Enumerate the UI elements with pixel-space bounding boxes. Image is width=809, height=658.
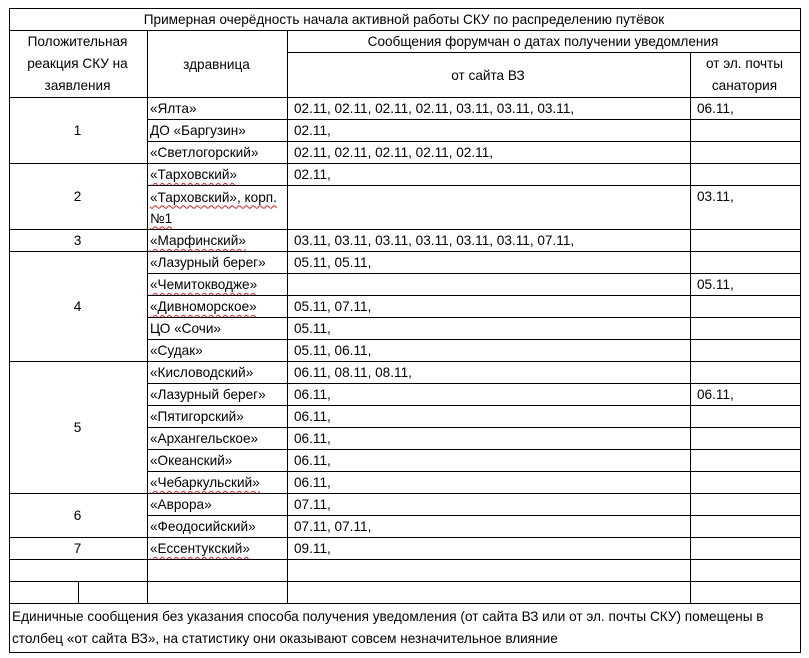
site-dates-cell: 02.11, 02.11, 02.11, 02.11, 02.11, (288, 142, 691, 164)
email-dates-cell (691, 120, 801, 142)
email-dates-cell (691, 472, 801, 494)
email-dates-cell (691, 450, 801, 472)
table-row (10, 362, 801, 384)
resort-name: «Феодосийский» (150, 519, 256, 534)
resort-name: «Дивноморское» (150, 299, 257, 314)
resort-cell (148, 296, 288, 318)
table-row (10, 252, 801, 274)
site-dates-cell: 05.11, (288, 318, 691, 340)
rank-cell: 7 (10, 538, 148, 560)
email-dates-cell (691, 318, 801, 340)
email-dates-cell: 03.11, (691, 186, 801, 230)
empty-cell (148, 582, 288, 604)
resort-schedule-table (9, 8, 801, 653)
site-dates-cell: 06.11, (288, 384, 691, 406)
email-dates-cell (691, 362, 801, 384)
email-dates-cell (691, 164, 801, 186)
resort-cell (148, 98, 288, 120)
resort-cell (148, 494, 288, 516)
resort-cell (148, 538, 288, 560)
site-dates-cell: 07.11, (288, 494, 691, 516)
email-dates-cell (691, 252, 801, 274)
site-dates-cell: 06.11, 08.11, 08.11, (288, 362, 691, 384)
title-row (10, 9, 801, 31)
email-dates-cell: 06.11, (691, 384, 801, 406)
table-title: Примерная очерёдность начала активной работы СКУ по распределению путёвок (10, 9, 801, 31)
table-row (10, 538, 801, 560)
email-dates-cell: 05.11, (691, 274, 801, 296)
empty-cell (288, 582, 691, 604)
resort-cell (148, 164, 288, 186)
resort-cell (148, 186, 288, 230)
header-from-email: от эл. почты санатория (691, 53, 801, 98)
resort-name: «Светлогорский» (150, 145, 259, 160)
resort-cell (148, 142, 288, 164)
rank-cell: 2 (10, 164, 148, 230)
footnote-row (10, 604, 801, 653)
email-dates-cell (691, 230, 801, 252)
resort-cell (148, 428, 288, 450)
table-row (10, 494, 801, 516)
email-dates-cell (691, 516, 801, 538)
rank-cell: 5 (10, 362, 148, 494)
resort-cell (148, 406, 288, 428)
site-dates-cell: 02.11, 02.11, 02.11, 02.11, 03.11, 03.11, 03.11, (288, 98, 691, 120)
resort-name: «Ялта» (150, 101, 197, 116)
resort-name: «Архангельское» (150, 431, 259, 446)
resort-cell (148, 318, 288, 340)
rank-cell: 6 (10, 494, 148, 538)
resort-cell (148, 450, 288, 472)
resort-cell (148, 472, 288, 494)
resort-cell (148, 340, 288, 362)
site-dates-cell (288, 274, 691, 296)
resort-name: «Пятигорский» (150, 409, 244, 424)
resort-name: «Чемитокводже» (150, 277, 258, 292)
empty-row (10, 560, 801, 582)
site-dates-cell: 05.11, 06.11, (288, 340, 691, 362)
resort-name: «Судак» (150, 343, 203, 358)
site-dates-cell: 05.11, 05.11, (288, 252, 691, 274)
empty-cell (148, 560, 288, 582)
resort-cell (148, 362, 288, 384)
site-dates-cell: 06.11, (288, 472, 691, 494)
site-dates-cell (288, 186, 691, 230)
email-dates-cell: 06.11, (691, 98, 801, 120)
resort-cell (148, 274, 288, 296)
site-dates-cell: 06.11, (288, 428, 691, 450)
resort-name: ДО «Баргузин» (150, 123, 246, 138)
resort-name: «Ессентукский» (150, 541, 250, 556)
empty-row (10, 582, 801, 604)
empty-cell (691, 560, 801, 582)
header-from-site: от сайта ВЗ (288, 53, 691, 98)
site-dates-cell: 05.11, 07.11, (288, 296, 691, 318)
resort-cell (148, 120, 288, 142)
footnote: Единичные сообщения без указания способа получения уведомления (от сайта ВЗ или от эл. почты СКУ) помещены в столбец «от сайта ВЗ», на статистику они оказывают совсем незначительное влияние (10, 604, 801, 653)
header-row (10, 31, 801, 53)
email-dates-cell (691, 406, 801, 428)
site-dates-cell: 06.11, (288, 450, 691, 472)
email-dates-cell (691, 494, 801, 516)
resort-cell (148, 384, 288, 406)
resort-name: «Марфинский» (150, 233, 246, 248)
email-dates-cell (691, 428, 801, 450)
resort-cell (148, 230, 288, 252)
email-dates-cell (691, 142, 801, 164)
rank-cell: 3 (10, 230, 148, 252)
resort-name: «Лазурный берег» (150, 387, 266, 402)
resort-name: «Океанский» (150, 453, 233, 468)
empty-cell (10, 582, 79, 604)
resort-name: «Тарховский», корп. №1 (150, 189, 277, 226)
empty-cell (79, 582, 148, 604)
rank-cell: 1 (10, 98, 148, 164)
table-row (10, 230, 801, 252)
resort-name: «Тарховский» (150, 167, 237, 182)
site-dates-cell: 06.11, (288, 406, 691, 428)
header-resort: здравница (148, 31, 288, 98)
resort-name: ЦО «Сочи» (150, 321, 221, 336)
header-messages: Сообщения форумчан о датах получении уведомления (288, 31, 801, 53)
table-row (10, 164, 801, 186)
table-row (10, 98, 801, 120)
resort-name: «Чебаркульский» (150, 475, 260, 490)
email-dates-cell (691, 538, 801, 560)
empty-cell (288, 560, 691, 582)
email-dates-cell (691, 340, 801, 362)
header-reaction: Положительная реакция СКУ на заявления (10, 31, 148, 98)
resort-name: «Лазурный берег» (150, 255, 266, 270)
site-dates-cell: 07.11, 07.11, (288, 516, 691, 538)
empty-cell (10, 560, 148, 582)
resort-cell (148, 252, 288, 274)
empty-cell (691, 582, 801, 604)
site-dates-cell: 02.11, (288, 120, 691, 142)
resort-name: «Кисловодский» (150, 365, 254, 380)
resort-name: «Аврора» (150, 497, 212, 512)
site-dates-cell: 02.11, (288, 164, 691, 186)
site-dates-cell: 03.11, 03.11, 03.11, 03.11, 03.11, 03.11, 07.11, (288, 230, 691, 252)
resort-cell (148, 516, 288, 538)
rank-cell: 4 (10, 252, 148, 362)
email-dates-cell (691, 296, 801, 318)
site-dates-cell: 09.11, (288, 538, 691, 560)
